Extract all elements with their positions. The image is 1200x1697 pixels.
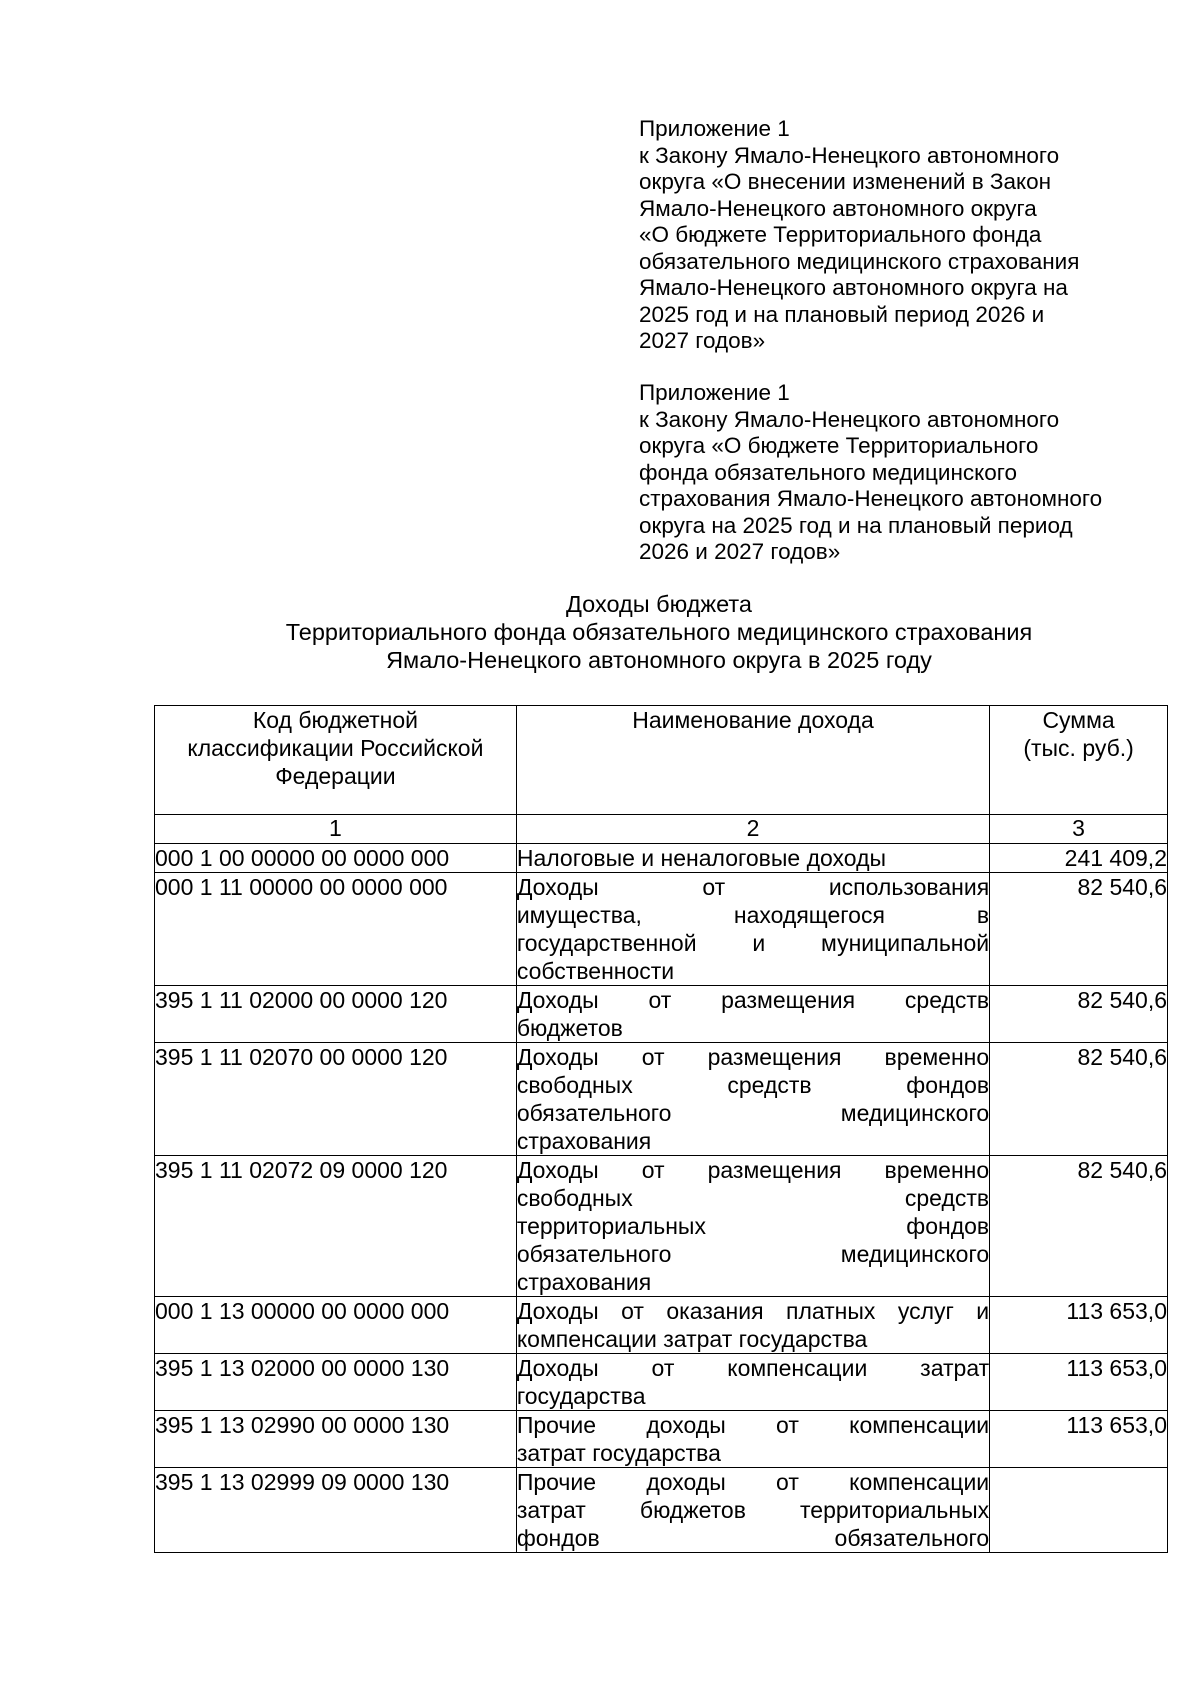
income-name	[516, 1468, 989, 1553]
income-name-line: собственности	[516, 958, 675, 984]
income-name	[516, 1354, 989, 1411]
annex-current-line: «О бюджете Территориального фонда	[639, 222, 1042, 247]
income-name-line: имущества, находящегося в	[516, 902, 990, 928]
income-name-line: страхования	[516, 1128, 652, 1154]
annex-original-line: округа на 2025 год и на плановый период	[639, 512, 1073, 538]
table-row	[155, 1043, 1168, 1156]
column-number: 1	[155, 815, 517, 844]
title-line: Территориального фонда обязательного медицинского страхования	[285, 619, 1033, 645]
income-name-line: государственной и муниципальной	[516, 930, 990, 956]
income-name-line: бюджетов	[516, 1015, 623, 1041]
annex-current-line: обязательного медицинского страхования	[639, 248, 1080, 274]
income-code: 395 1 13 02999 09 0000 130	[155, 1468, 517, 1553]
income-code: 395 1 11 02000 00 0000 120	[155, 986, 517, 1043]
income-name	[516, 986, 989, 1043]
table-row	[155, 986, 1168, 1043]
income-name	[516, 844, 989, 873]
income-name-line: затрат государства	[516, 1440, 721, 1466]
table-row	[155, 1156, 1168, 1297]
annex-original-block	[639, 380, 1139, 566]
income-name-line: Доходы от использования	[516, 874, 990, 900]
income-name-line: компенсации затрат государства	[516, 1326, 868, 1352]
income-sum: 82 540,6	[990, 1043, 1168, 1156]
income-table	[154, 705, 1168, 1553]
header-name: Наименование дохода	[516, 706, 989, 815]
title-line: Ямало-Ненецкого автономного округа в 2025 году	[386, 647, 932, 673]
annex-current-line: Приложение 1	[639, 116, 790, 141]
header-code-line: классификации Российской	[187, 735, 484, 761]
income-name-line: Доходы от размещения временно	[516, 1044, 990, 1070]
income-sum: 82 540,6	[990, 1156, 1168, 1297]
title-line: Доходы бюджета	[565, 591, 752, 617]
header-sum	[990, 706, 1168, 815]
income-name-line: свободных средств	[516, 1185, 990, 1211]
income-name	[516, 1156, 989, 1297]
income-name	[516, 1297, 989, 1354]
annex-original-line: страхования Ямало-Ненецкого автономного	[639, 486, 1103, 511]
income-name-line: Доходы от оказания платных услуг и	[516, 1298, 990, 1324]
table-row	[155, 873, 1168, 986]
income-name-line: территориальных фондов	[516, 1213, 990, 1239]
income-name	[516, 1411, 989, 1468]
annex-original-line: округа «О бюджете Территориального	[639, 433, 1039, 458]
income-sum: 113 653,0	[990, 1354, 1168, 1411]
table-row	[155, 844, 1168, 873]
column-number: 2	[516, 815, 989, 844]
income-name-line: Доходы от размещения временно	[516, 1157, 990, 1183]
income-code: 000 1 11 00000 00 0000 000	[155, 873, 517, 986]
column-number-row	[155, 815, 1168, 844]
income-sum: 82 540,6	[990, 986, 1168, 1043]
income-name-line: Прочие доходы от компенсации	[516, 1412, 990, 1438]
income-name-line: государства	[516, 1383, 646, 1409]
income-name	[516, 873, 989, 986]
annex-current-line: 2025 год и на плановый период 2026 и	[639, 301, 1045, 327]
annex-original-line: 2026 и 2027 годов»	[639, 539, 841, 564]
document-title	[150, 590, 1168, 674]
income-code: 000 1 00 00000 00 0000 000	[155, 844, 517, 873]
annex-current-line: к Закону Ямало-Ненецкого автономного	[639, 142, 1060, 168]
income-sum: 113 653,0	[990, 1411, 1168, 1468]
header-code-line: Код бюджетной	[252, 707, 418, 733]
income-name-line: фондов обязательного	[516, 1525, 990, 1551]
income-code: 395 1 13 02990 00 0000 130	[155, 1411, 517, 1468]
income-name-line: Прочие доходы от компенсации	[516, 1469, 990, 1495]
table-header-row	[155, 706, 1168, 815]
income-name-line: обязательного медицинского	[516, 1241, 990, 1267]
annex-current-block	[639, 116, 1139, 355]
header-code	[155, 706, 517, 815]
table-body	[155, 844, 1168, 1553]
income-code: 000 1 13 00000 00 0000 000	[155, 1297, 517, 1354]
income-name-line: обязательного медицинского	[516, 1100, 990, 1126]
income-sum: 113 653,0	[990, 1297, 1168, 1354]
header-sum-line: (тыс. руб.)	[1023, 735, 1134, 761]
table-row	[155, 1411, 1168, 1468]
income-sum	[990, 1468, 1168, 1553]
annex-current-line: Ямало-Ненецкого автономного округа	[639, 195, 1037, 221]
annex-original-line: к Закону Ямало-Ненецкого автономного	[639, 406, 1060, 432]
table-row	[155, 1468, 1168, 1553]
annex-current-line: округа «О внесении изменений в Закон	[639, 169, 1052, 194]
header-code-line: Федерации	[275, 763, 396, 789]
income-name-line: Доходы от компенсации затрат	[516, 1355, 990, 1381]
header-sum-line: Сумма	[1042, 707, 1115, 733]
income-name-line: страхования	[516, 1269, 652, 1295]
annex-original-line: Приложение 1	[639, 380, 790, 405]
income-code: 395 1 13 02000 00 0000 130	[155, 1354, 517, 1411]
income-name-line: Доходы от размещения средств	[516, 987, 990, 1013]
income-sum: 241 409,2	[990, 844, 1168, 873]
income-sum: 82 540,6	[990, 873, 1168, 986]
income-code: 395 1 11 02072 09 0000 120	[155, 1156, 517, 1297]
income-name	[516, 1043, 989, 1156]
column-number: 3	[990, 815, 1168, 844]
annex-current-line: Ямало-Ненецкого автономного округа на	[639, 275, 1068, 300]
income-name-line: затрат бюджетов территориальных	[516, 1497, 990, 1523]
income-name-line: свободных средств фондов	[516, 1072, 990, 1098]
annex-current-line: 2027 годов»	[639, 328, 766, 353]
income-name-line: Налоговые и неналоговые доходы	[516, 845, 887, 871]
annex-original-line: фонда обязательного медицинского	[639, 459, 1018, 485]
table-row	[155, 1297, 1168, 1354]
table-row	[155, 1354, 1168, 1411]
income-code: 395 1 11 02070 00 0000 120	[155, 1043, 517, 1156]
